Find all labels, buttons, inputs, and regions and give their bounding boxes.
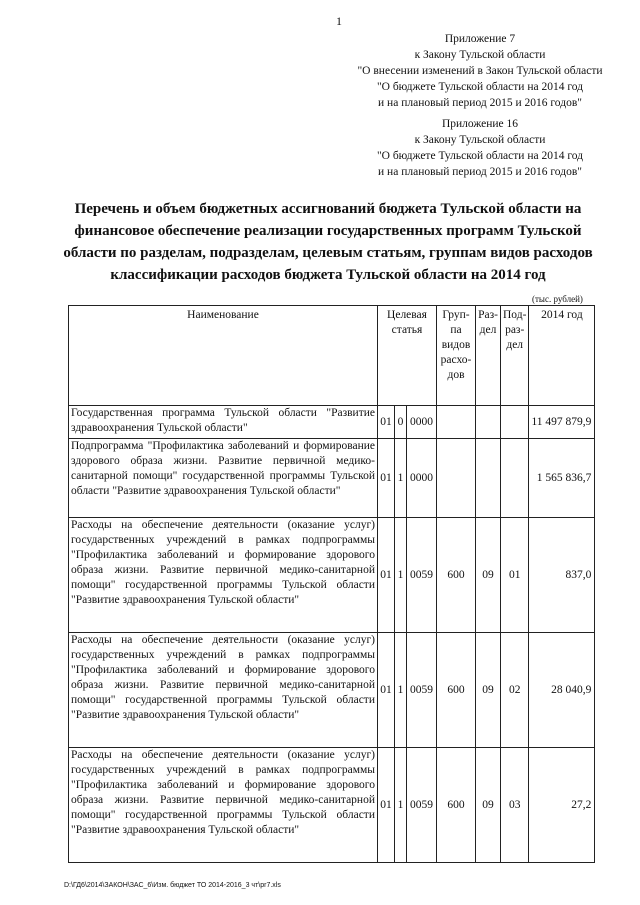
row-group: 600 bbox=[437, 748, 476, 863]
table-row bbox=[69, 406, 595, 439]
row-section bbox=[476, 439, 501, 518]
table-row bbox=[69, 518, 595, 633]
row-group: 600 bbox=[437, 633, 476, 748]
row-section: 09 bbox=[476, 633, 501, 748]
row-target-subprogram: 1 bbox=[395, 439, 407, 518]
row-section: 09 bbox=[476, 748, 501, 863]
row-name: Расходы на обеспечение деятельности (оказание услуг) государственных учреждений в рамках подпрограммы "Профилактика заболеваний и формирование здорового образа жизни. Развитие первичной медико-санитарной помощи" государственной программы Тульской области "Развитие здравоохранения Тульской области" bbox=[69, 748, 378, 863]
table-row bbox=[69, 748, 595, 863]
row-name: Государственная программа Тульской области "Развитие здравоохранения Тульской области" bbox=[69, 406, 378, 439]
row-target-program: 01 bbox=[378, 633, 395, 748]
row-name: Расходы на обеспечение деятельности (оказание услуг) государственных учреждений в рамках подпрограммы "Профилактика заболеваний и формирование здорового образа жизни. Развитие первичной медико-санитарной помощи" государственной программы Тульской области "Развитие здравоохранения Тульской области" bbox=[69, 518, 378, 633]
row-amount: 837,0 bbox=[529, 518, 595, 633]
appendix-16-block bbox=[350, 116, 610, 180]
unit-note: (тыс. рублей) bbox=[532, 294, 583, 304]
row-group: 600 bbox=[437, 518, 476, 633]
row-amount: 27,2 bbox=[529, 748, 595, 863]
row-amount: 11 497 879,9 bbox=[529, 406, 595, 439]
row-section: 09 bbox=[476, 518, 501, 633]
row-target-code: 0000 bbox=[407, 406, 437, 439]
row-target-subprogram: 0 bbox=[395, 406, 407, 439]
row-group bbox=[437, 439, 476, 518]
appendix-line: "О внесении изменений в Закон Тульской области bbox=[357, 65, 603, 77]
row-target-program: 01 bbox=[378, 439, 395, 518]
row-target-subprogram: 1 bbox=[395, 518, 407, 633]
row-target-program: 01 bbox=[378, 518, 395, 633]
appendix-line: Приложение 16 bbox=[441, 118, 519, 130]
appendix-line: "О бюджете Тульской области на 2014 год bbox=[376, 81, 584, 93]
row-target-code: 0059 bbox=[407, 748, 437, 863]
footer-file-path: D:\ГД6\2014\ЗАКОН\ЗАС_6\Изм. бюджет ТО 2014-2016_3 чт\pr7.xls bbox=[64, 882, 281, 889]
row-amount: 1 565 836,7 bbox=[529, 439, 595, 518]
row-subsection bbox=[501, 439, 529, 518]
row-group bbox=[437, 406, 476, 439]
header-year: 2014 год bbox=[529, 306, 595, 406]
row-subsection: 02 bbox=[501, 633, 529, 748]
row-target-subprogram: 1 bbox=[395, 748, 407, 863]
appendix-7-block bbox=[350, 31, 610, 111]
header-section: Раз-дел bbox=[476, 306, 501, 406]
appendix-line: и на плановый период 2015 и 2016 годов" bbox=[378, 97, 582, 109]
table-header-row bbox=[69, 306, 595, 406]
row-target-code: 0059 bbox=[407, 518, 437, 633]
page-number: 1 bbox=[336, 14, 342, 28]
row-subsection: 01 bbox=[501, 518, 529, 633]
budget-table bbox=[68, 305, 595, 863]
appendix-line: Приложение 7 bbox=[444, 33, 516, 45]
row-amount: 28 040,9 bbox=[529, 633, 595, 748]
header-name: Наименование bbox=[69, 306, 378, 406]
header-target: Целевая статья bbox=[378, 306, 437, 406]
row-target-program: 01 bbox=[378, 748, 395, 863]
row-subsection bbox=[501, 406, 529, 439]
header-group: Груп-па видов расхо-дов bbox=[437, 306, 476, 406]
row-section bbox=[476, 406, 501, 439]
row-name: Подпрограмма "Профилактика заболеваний и формирование здорового образа жизни. Развитие первичной медико-санитарной помощи" государственной программы Тульской области "Развитие здравоохранения Тульской области" bbox=[69, 439, 378, 518]
row-name: Расходы на обеспечение деятельности (оказание услуг) государственных учреждений в рамках подпрограммы "Профилактика заболеваний и формирование здорового образа жизни. Развитие первичной медико-санитарной помощи" государственной программы Тульской области "Развитие здравоохранения Тульской области" bbox=[69, 633, 378, 748]
appendix-line: и на плановый период 2015 и 2016 годов" bbox=[378, 166, 582, 178]
appendix-line: "О бюджете Тульской области на 2014 год bbox=[376, 150, 584, 162]
appendix-line: к Закону Тульской области bbox=[414, 49, 546, 61]
row-target-program: 01 bbox=[378, 406, 395, 439]
row-target-subprogram: 1 bbox=[395, 633, 407, 748]
document-title: Перечень и объем бюджетных ассигнований бюджета Тульской области на финансовое обеспечение реализации государственных программ Тульской области по разделам, подразделам, целевым статьям, группам видов расходов классификации расходов бюджета Тульской области на 2014 год bbox=[63, 201, 593, 283]
row-target-code: 0000 bbox=[407, 439, 437, 518]
table-row bbox=[69, 633, 595, 748]
appendix-line: к Закону Тульской области bbox=[414, 134, 546, 146]
row-subsection: 03 bbox=[501, 748, 529, 863]
row-target-code: 0059 bbox=[407, 633, 437, 748]
table-row bbox=[69, 439, 595, 518]
header-subsection: Под-раз-дел bbox=[501, 306, 529, 406]
